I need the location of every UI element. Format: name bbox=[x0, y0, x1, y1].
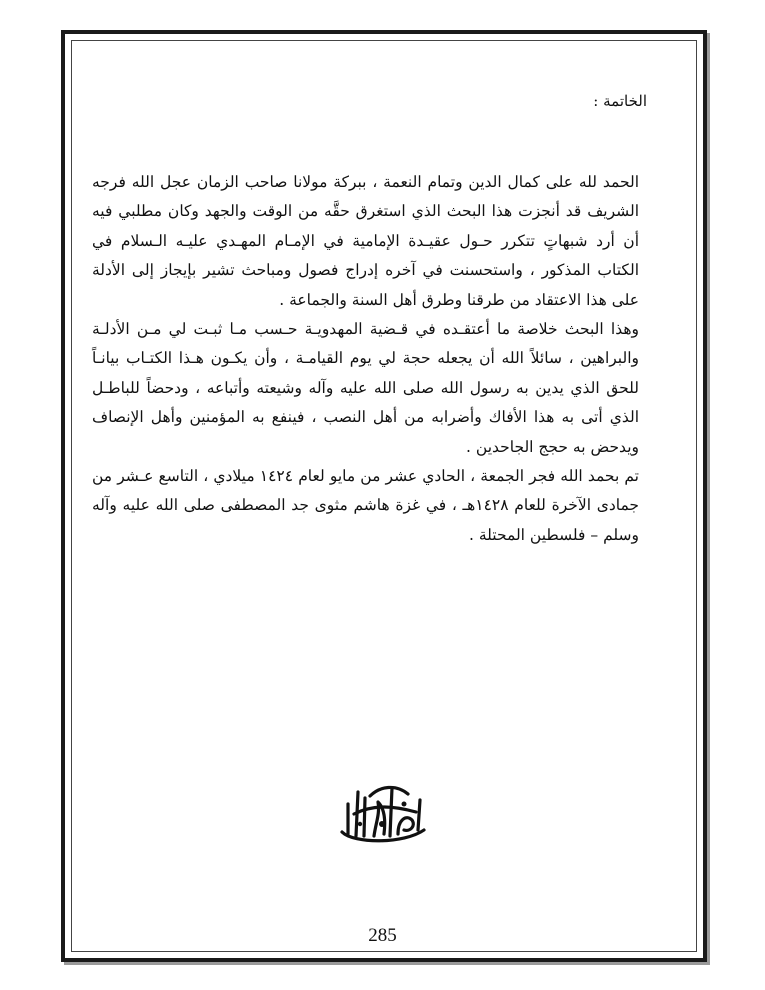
paragraph-2: وهذا البحث خلاصة ما أعتقـده في قـضية المهدويـة حـسب مـا ثبـت لي مـن الأدلـة والبراهين ، سائلاً الله أن يجعله حجة لي يوم القيامـة ، وأن يكـون هـذا الكتـاب بيانـاً للحق الذي يدين به رسول الله صلى الله عليه وآله وشيعته وأتباعه ، ودحضاً للباطـل الذي أتى به هذا الأفاك وأضرابه من أهل النصب ، فينفع به المؤمنين وأهل الإنصاف ويدحض به حجج الجاحدين . bbox=[92, 320, 639, 456]
body-text bbox=[92, 168, 639, 550]
paragraph-1: الحمد لله على كمال الدين وتمام النعمة ، ببركة مولانا صاحب الزمان عجل الله فرجه الشريف قد أنجزت هذا البحث الذي استغرق حقَّه من الوقت والجهد وكان مطلبي فيه أن أرد شبهاتٍ تتكرر حـول عقيـدة الإمامية في الإمـام المهـدي عليـه الـسلام في الكتاب المذكور ، واستحسنت في آخره إدراج فصول ومباحث تشير بإيجاز إلى الأدلة على هذا الاعتقاد من طرقنا وطرق أهل السنة والجماعة . bbox=[92, 173, 639, 309]
page-number: 285 bbox=[368, 925, 397, 946]
paragraph-3: تم بحمد الله فجر الجمعة ، الحادي عشر من مايو لعام ١٤٢٤ ميلادي ، التاسع عـشر من جمادى الآخرة للعام ١٤٢٨هـ ، في غزة هاشم مثوى جد المصطفى صلى الله عليه وآله وسلم – فلسطين المحتلة . bbox=[92, 467, 639, 544]
section-heading: الخاتمة : bbox=[593, 92, 647, 110]
calligraphy-emblem bbox=[334, 774, 430, 848]
